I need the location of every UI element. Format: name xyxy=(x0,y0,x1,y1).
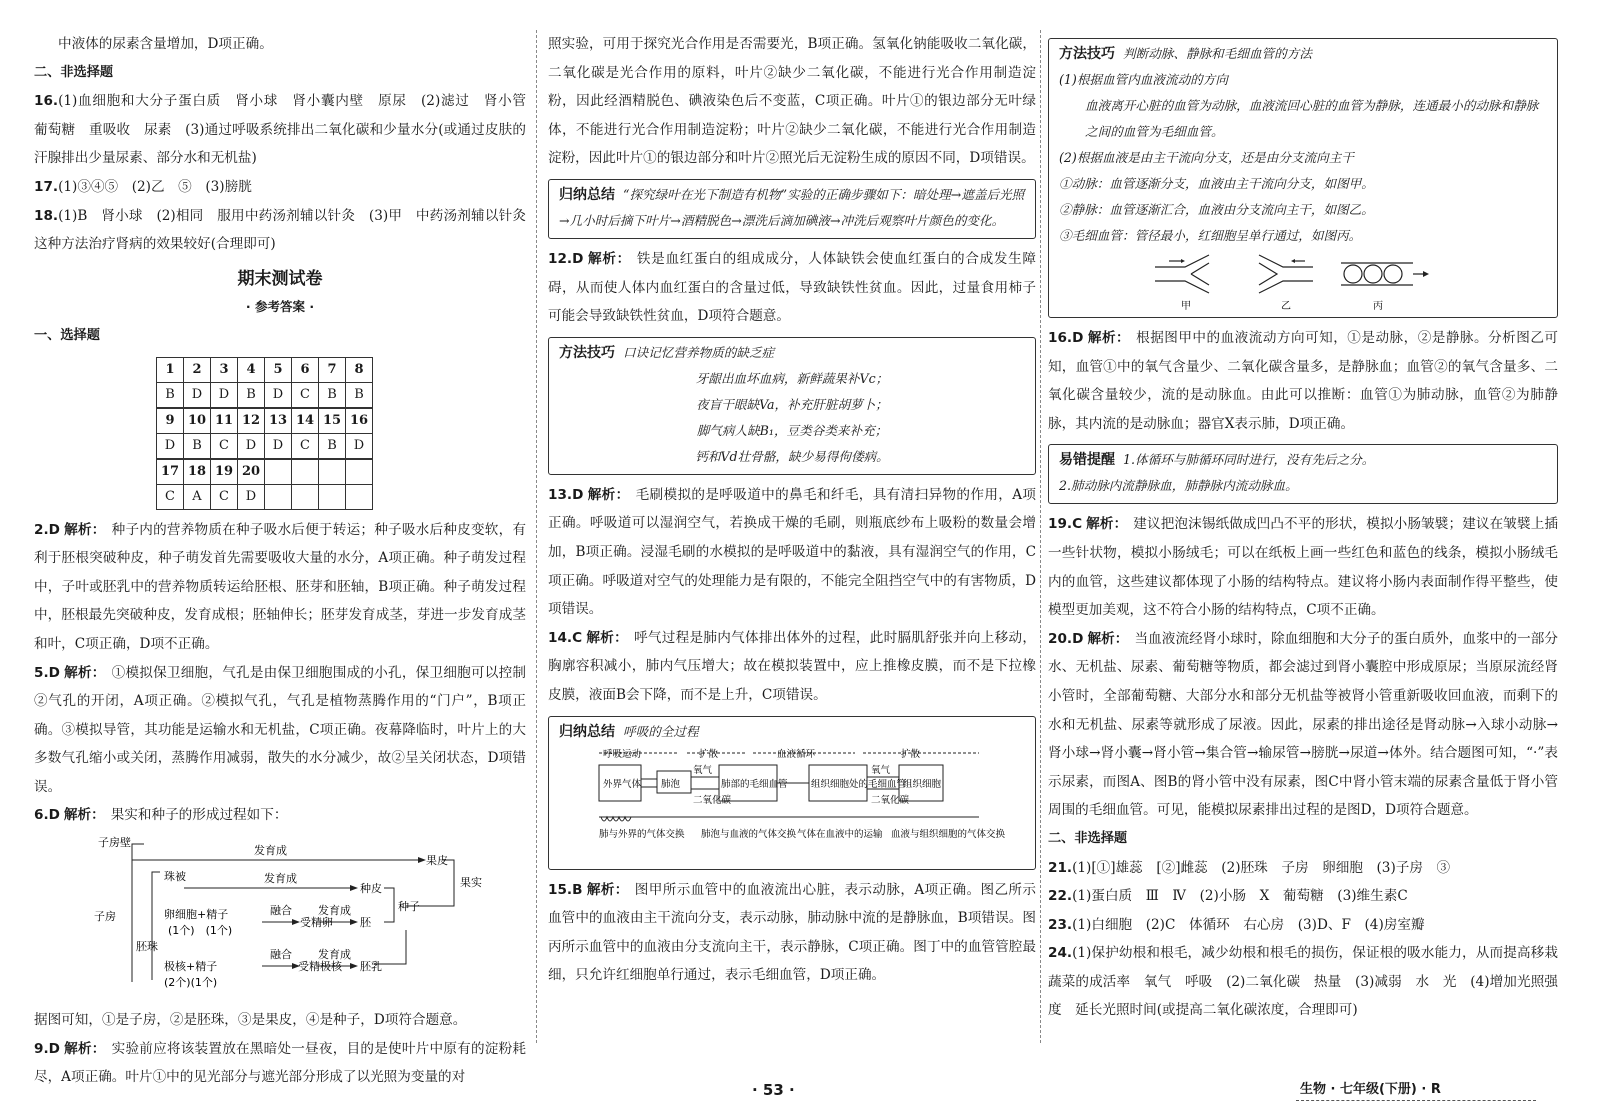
page-number: · 53 · xyxy=(752,1081,795,1100)
analysis-label: 解析： xyxy=(587,250,631,267)
answer-cell: D xyxy=(346,433,373,459)
answer-6 xyxy=(34,801,526,830)
answer-24 xyxy=(1048,939,1558,1025)
answer-text: 建议把泡沫锡纸做成凹凸不平的形状，模拟小肠皱襞；建议在皱襞上插一些针状物，模拟小肠绒毛；可以在纸板上画一些红色和蓝色的线条，模拟小肠绒毛内的血管，这些建议都体现了小肠的结构特点。建议将小肠内表面制作得平整些，使模型更加美观，这不符合小肠的结构特点，C项不正确。 xyxy=(1048,516,1559,619)
node-tissue-capillary: 组织细胞处的毛细血管 xyxy=(811,778,907,790)
answer-cell: B xyxy=(238,382,265,408)
answer-table-number-row xyxy=(157,459,373,485)
gas-oxygen: 氧气 xyxy=(693,764,713,776)
egg-sperm-label: 卵细胞+精子 xyxy=(164,908,229,922)
answer-cell: D xyxy=(238,484,265,509)
answer-cell xyxy=(346,484,373,509)
answer-cell: D xyxy=(265,382,292,408)
question-number-cell: 14 xyxy=(292,408,319,434)
question-number-cell xyxy=(292,459,319,485)
answer-text: 种子内的营养物质在种子吸水后便于转运；种子吸水后种皮变软，有利于胚根突破种皮，种子萌发首先需要吸收大量的水分，A项正确。种子萌发过程中，子叶或胚乳中的营养物质转运给胚根、胚芽和胚轴，B项正确。种子萌发过程中，胚根最先突破种皮，发育成根；胚轴伸长；胚芽发育成茎，芽进一步发育成茎和叶，C项正确，D项不正确。 xyxy=(34,521,527,652)
box-line: 血液离开心脏的血管为动脉，血液流回心脏的血管为静脉，连通最小的动脉和静脉之间的血管为毛细血管。 xyxy=(1085,98,1539,139)
answer-cell: C xyxy=(211,433,238,459)
question-number-cell: 19 xyxy=(211,459,238,485)
mnemonic-line: 牙龈出血坏血病，新鲜蔬果补Vc； xyxy=(695,370,889,386)
box-label: 易错提醒 xyxy=(1059,452,1115,469)
answer-cell xyxy=(292,484,319,509)
box-line: ③毛细血管：管径最小，红细胞呈单行通过，如图丙。 xyxy=(1059,228,1362,243)
answer-text: 呼气过程是肺内气体排出体外的过程，此时膈肌舒张并向上移动，胸廓容积减小，肺内气压增大；故在模拟装置中，应上推橡皮膜，而不是下拉橡皮膜，液面B会下降，而不是上升，C项错误。 xyxy=(548,629,1037,703)
answer-cell xyxy=(265,484,292,509)
question-number: 23. xyxy=(1048,916,1073,933)
question-number: 20.D xyxy=(1048,630,1084,647)
analysis-label: 解析： xyxy=(63,521,106,538)
answer-cell: D xyxy=(184,382,211,408)
question-number-cell: 17 xyxy=(157,459,184,485)
seed-label: 种子 xyxy=(398,900,420,914)
box-line: (1)根据血管内血液流动的方向 xyxy=(1059,72,1228,87)
fruit-seed-formation-diagram xyxy=(34,830,526,1006)
footer-rule xyxy=(1296,1100,1536,1101)
question-number: 24. xyxy=(1048,945,1073,962)
box-label: 方法技巧 xyxy=(559,344,615,361)
box-label: 归纳总结 xyxy=(559,186,615,203)
answer-cell: C xyxy=(211,484,238,509)
gas-co2: 二氧化碳 xyxy=(693,794,732,806)
zygote-label: 受精卵 xyxy=(300,916,333,930)
mnemonic-line: 钙和Vd壮骨骼，缺少易得佝偻病。 xyxy=(695,448,889,464)
vessel-diagram xyxy=(1059,249,1539,313)
analysis-label: 解析： xyxy=(1087,630,1129,647)
question-number: 9.D xyxy=(34,1040,60,1057)
answer-table xyxy=(156,357,373,510)
develop-label: 发育成 xyxy=(264,872,297,886)
answer-cell: A xyxy=(184,484,211,509)
section-heading: 一、选择题 xyxy=(34,327,100,343)
gas-co2: 二氧化碳 xyxy=(871,794,910,806)
subject-label: 生物 · 七年级(下册) · R xyxy=(1300,1082,1441,1098)
answer-cell: D xyxy=(238,433,265,459)
stage-label: 扩散 xyxy=(699,748,719,760)
answer-text: (1)保护幼根和根毛，减少幼根和根毛的损伤，保证根的吸水能力，从而提高移栽蔬菜的成活率 氧气 呼吸 (2)二氧化碳 热量 (3)减弱 水 光 (4)增加光照强度 延长光照时间(或提高二氧化碳浓度，合理即可) xyxy=(1048,945,1558,1019)
ovary-wall-label: 子房壁 xyxy=(98,836,131,850)
question-number: 2.D xyxy=(34,521,60,538)
warning-box xyxy=(1048,444,1558,504)
question-number-cell: 1 xyxy=(157,357,184,382)
answer-13 xyxy=(548,481,1036,624)
analysis-label: 解析： xyxy=(1087,330,1131,346)
box-line: ②静脉：血管逐渐汇合，血液由分支流向主干，如图乙。 xyxy=(1059,202,1374,217)
stage-label: 扩散 xyxy=(901,748,921,760)
answer-table-number-row xyxy=(157,408,373,434)
box-label: 方法技巧 xyxy=(1059,46,1115,62)
answer-5 xyxy=(34,659,526,802)
question-number-cell: 6 xyxy=(292,357,319,382)
answer-cell: B xyxy=(319,433,346,459)
answer-9 xyxy=(34,1035,526,1092)
vessel-label-jia: 甲 xyxy=(1181,301,1191,312)
column-left xyxy=(34,30,540,1092)
box-line: 1.体循环与肺循环同时进行，没有先后之分。 xyxy=(1123,452,1375,468)
answer-text: (1)[①]雄蕊 [②]雌蕊 (2)胚珠 子房 卵细胞 (3)子房 ③ xyxy=(1072,859,1451,876)
answer-cell: B xyxy=(346,382,373,408)
answer-cell: D xyxy=(211,382,238,408)
answer-cell: D xyxy=(265,433,292,459)
embryo-label: 胚 xyxy=(360,916,371,930)
question-number-cell: 13 xyxy=(265,408,292,434)
fusion-label: 融合 xyxy=(270,948,292,962)
answer-text: (1)B 肾小球 (2)相同 服用中药汤剂辅以针灸 (3)甲 中药汤剂辅以针灸这种方法治疗肾病的效果较好(合理即可) xyxy=(34,207,526,253)
question-number-cell xyxy=(265,459,292,485)
question-number-cell: 9 xyxy=(157,408,184,434)
respiration-process-diagram xyxy=(559,745,1021,867)
answer-table-answer-row xyxy=(157,433,373,459)
stage-label: 呼吸运动 xyxy=(603,748,642,760)
box-line: (2)根据血液是由主干流向分支，还是由分支流向主干 xyxy=(1059,150,1354,165)
exchange-label: 气体在血液中的运输 xyxy=(797,828,883,840)
question-number-cell: 3 xyxy=(211,357,238,382)
answer-cell xyxy=(319,484,346,509)
answer-text: (1)白细胞 (2)C 体循环 右心房 (3)D、F (4)房室瓣 xyxy=(1072,916,1425,933)
question-number: 12.D xyxy=(548,250,584,267)
develop-label: 发育成 xyxy=(318,948,351,962)
answer-cell: C xyxy=(157,484,184,509)
answer-text: 果实和种子的形成过程如下： xyxy=(110,807,288,824)
answer-cell: C xyxy=(292,382,319,408)
answer-20 xyxy=(1048,625,1558,825)
answer-cell: D xyxy=(157,433,184,459)
analysis-label: 解析： xyxy=(63,807,105,824)
node-alveoli: 肺泡 xyxy=(661,778,681,790)
vessel-label-yi: 乙 xyxy=(1281,301,1291,312)
develop-label: 发育成 xyxy=(254,844,287,858)
answer-cell: B xyxy=(184,433,211,459)
question-number-cell: 5 xyxy=(265,357,292,382)
answer-2 xyxy=(34,516,526,659)
analysis-label: 解析： xyxy=(586,629,628,646)
exam-title: 期末测试卷 xyxy=(237,268,323,289)
answer-cell: B xyxy=(157,382,184,408)
question-number-cell: 18 xyxy=(184,459,211,485)
method-box xyxy=(1048,38,1558,318)
gas-oxygen: 氧气 xyxy=(871,764,891,776)
question-number-cell: 16 xyxy=(346,408,373,434)
answer-text: 铁是血红蛋白的组成成分，人体缺铁会使血红蛋白的合成发生障碍，从而使人体内血红蛋白的含量过低，导致缺铁性贫血。因此，过量食用柿子可能会导致缺铁性贫血，D项符合题意。 xyxy=(548,250,1037,325)
column-divider xyxy=(1040,30,1041,1043)
column-divider xyxy=(536,30,537,1043)
question-number-cell: 7 xyxy=(319,357,346,382)
polar-sperm-label: 极核+精子 xyxy=(164,960,218,974)
answer-12 xyxy=(548,245,1036,331)
answer-text: 当血液流经肾小球时，除血细胞和大分子的蛋白质外，血浆中的一部分水、无机盐、尿素、葡萄糖等物质，都会滤过到肾小囊腔中形成原尿；当原尿流经肾小管时，全部葡萄糖、大部分水和部分无机盐等被肾小管重新吸收回血液，而剩下的水和无机盐、尿素等就形成了尿液。因此，尿素的排出途径是肾动脉→入球小动脉→肾小球→肾小囊→肾小管→集合管→输尿管→膀胱→尿道→体外。结合题图可知，“·”表示尿素，而图A、图B的肾小管中没有尿素，图C中肾小管末端的尿素含量低于肾小管周围的毛细血管。可见，能模拟尿素排出过程的是图D，D项符合题意。 xyxy=(1048,630,1559,819)
polar-count-label: (2个)(1个) xyxy=(164,976,218,990)
answer-19 xyxy=(1048,510,1558,624)
question-number: 21. xyxy=(1048,859,1073,876)
paragraph: 中液体的尿素含量增加，D项正确。 xyxy=(58,36,273,52)
question-number: 17. xyxy=(34,178,59,195)
fruit-label: 果实 xyxy=(460,876,482,890)
ovary-label: 子房 xyxy=(94,910,116,924)
egg-count-label: (1个) (1个) xyxy=(168,924,233,938)
analysis-label: 解析： xyxy=(63,1040,106,1057)
box-label: 归纳总结 xyxy=(559,723,615,740)
answer-table-number-row xyxy=(157,357,373,382)
answer-table-answer-row xyxy=(157,382,373,408)
question-number: 16.D xyxy=(1048,330,1084,346)
stage-label: 血液循环 xyxy=(777,748,816,760)
answer-cell: B xyxy=(319,382,346,408)
box-line: 2.肺动脉内流静脉血，肺静脉内流动脉血。 xyxy=(1059,478,1298,494)
answer-text: 实验前应将该装置放在黑暗处一昼夜，目的是使叶片中原有的淀粉耗尽，A项正确。叶片①中的见光部分与遮光部分形成了以光照为变量的对 xyxy=(34,1040,527,1086)
question-number: 15.B xyxy=(548,881,583,898)
answer-text: (1)血细胞和大分子蛋白质 肾小球 肾小囊内壁 原尿 (2)滤过 肾小管 葡萄糖 重吸收 尿素 (3)通过呼吸系统排出二氧化碳和少量水分(或通过皮肤的汗腺排出少量尿素、部分水和无机盐) xyxy=(34,93,540,167)
analysis-label: 解析： xyxy=(586,881,629,898)
question-number: 6.D xyxy=(34,807,60,824)
analysis-label: 解析： xyxy=(63,664,106,681)
analysis-label: 解析： xyxy=(587,486,630,503)
exchange-label: 血液与组织细胞的气体交换 xyxy=(891,828,1006,840)
analysis-label: 解析： xyxy=(1086,516,1128,533)
question-number: 5.D xyxy=(34,664,60,681)
question-number: 19.C xyxy=(1048,516,1083,533)
node-tissue-cell: 组织细胞 xyxy=(903,778,942,790)
question-number-cell: 11 xyxy=(211,408,238,434)
column-right xyxy=(1048,38,1558,1025)
answer-text: 图甲所示血管中的血液流出心脏，表示动脉，A项正确。图乙所示血管中的血液由主干流向分支，表示动脉，肺动脉中流的是静脉血，B项错误。图丙所示血管中的血液由分支流向主干，表示静脉，C项正确。图丁中的血管管腔最细，只允许红细胞单行通过，表示毛细血管，D项正确。 xyxy=(548,881,1036,984)
answer-18 xyxy=(34,202,526,259)
answer-23 xyxy=(1048,911,1558,940)
summary-box xyxy=(548,179,1036,239)
question-number: 14.C xyxy=(548,629,583,646)
endosperm-label: 胚乳 xyxy=(360,960,382,974)
answer-17 xyxy=(34,173,526,202)
fusion-label: 融合 xyxy=(270,904,292,918)
question-number: 22. xyxy=(1048,888,1073,905)
reference-answer-label: · 参考答案 · xyxy=(245,299,315,315)
column-middle xyxy=(548,30,1036,990)
box-text: “探究绿叶在光下制造有机物”实验的正确步骤如下：暗处理→遮盖后光照→几小时后摘下叶片→酒精脱色→漂洗后滴加碘液→冲洗后观察叶片颜色的变化。 xyxy=(559,186,1025,228)
paragraph: 据图可知，①是子房，②是胚珠，③是果皮，④是种子，D项符合题意。 xyxy=(34,1012,467,1029)
ovule-label: 胚珠 xyxy=(136,940,158,954)
box-title: 口诀记忆营养物质的缺乏症 xyxy=(623,344,775,360)
question-number-cell: 4 xyxy=(238,357,265,382)
answer-text: (1)③④⑤ (2)乙 ⑤ (3)膀胱 xyxy=(58,178,252,195)
question-number-cell xyxy=(346,459,373,485)
question-number: 16. xyxy=(34,93,59,110)
node-outside-air: 外界气体 xyxy=(603,778,642,790)
question-number-cell: 15 xyxy=(319,408,346,434)
question-number-cell: 20 xyxy=(238,459,265,485)
answer-22 xyxy=(1048,882,1558,911)
paragraph: 照实验，可用于探究光合作用是否需要光，B项正确。氢氧化钠能吸收二氧化碳，二氧化碳是光合作用的原料，叶片②缺少二氧化碳，不能进行光合作用制造淀粉，因此经酒精脱色、碘液染色后不变蓝，C项正确。叶片①的银边部分无叶绿体，不能进行光合作用制造淀粉；叶片②缺少二氧化碳，不能进行光合作用制造淀粉，因此叶片①的银边部分和叶片②照光后无淀粉生成的原因不同，D项错误。 xyxy=(548,36,1036,167)
answer-21 xyxy=(1048,854,1558,883)
node-lung-capillary: 肺部的毛细血管 xyxy=(721,778,788,790)
question-number-cell: 8 xyxy=(346,357,373,382)
question-number-cell xyxy=(319,459,346,485)
mnemonic-line: 夜盲干眼缺Va，补充肝脏胡萝卜； xyxy=(696,396,888,412)
answer-text: (1)蛋白质 Ⅲ Ⅳ (2)小肠 X 葡萄糖 (3)维生素C xyxy=(1072,888,1408,905)
vessel-label-bing: 丙 xyxy=(1373,301,1383,312)
question-number-cell: 2 xyxy=(184,357,211,382)
fertilized-polar-label: 受精极核 xyxy=(298,960,342,974)
answer-16 xyxy=(1048,324,1558,438)
develop-label: 发育成 xyxy=(318,904,351,918)
question-number: 13.D xyxy=(548,486,584,503)
exchange-label: 肺泡与血液的气体交换 xyxy=(701,828,797,840)
pericarp-label: 果皮 xyxy=(426,854,448,868)
answer-14 xyxy=(548,624,1036,710)
respiration-box xyxy=(548,716,1036,870)
box-title: 呼吸的全过程 xyxy=(623,723,699,739)
integument-label: 珠被 xyxy=(164,870,186,884)
answer-text: ①模拟保卫细胞，气孔是由保卫细胞围成的小孔，保卫细胞可以控制②气孔的开闭，A项正确。②模拟气孔，气孔是植物蒸腾作用的“门户”，B项正确。③模拟导管，其功能是运输水和无机盐，C项正确。夜幕降临时，叶片上的大多数气孔缩小或关闭，蒸腾作用减弱，散失的水分减少，故②呈关闭状态，D项错误。 xyxy=(34,664,527,795)
box-title: 判断动脉、静脉和毛细血管的方法 xyxy=(1123,46,1312,61)
question-number: 18. xyxy=(34,207,59,224)
box-line: ①动脉：血管逐渐分支，血液由主干流向分支，如图甲。 xyxy=(1059,176,1374,191)
exchange-label: 肺与外界的气体交换 xyxy=(599,828,685,840)
section-heading: 二、非选择题 xyxy=(1048,830,1128,846)
answer-table-answer-row xyxy=(157,484,373,509)
answer-text: 毛刷模拟的是呼吸道中的鼻毛和纤毛，具有清扫异物的作用，A项正确。呼吸道可以湿润空气，若换成干燥的毛刷，则瓶底纱布上吸粉的数量会增加，B项正确。浸湿毛刷的水模拟的是呼吸道中的黏液，具有湿润空气的作用，C项正确。呼吸道对空气的处理能力是有限的，不能完全阻挡空气中的有害物质，D项错误。 xyxy=(548,486,1037,618)
question-number-cell: 12 xyxy=(238,408,265,434)
section-heading: 二、非选择题 xyxy=(34,64,114,80)
mnemonic-line: 脚气病人缺B₁，豆类谷类来补充； xyxy=(696,422,888,438)
answer-cell: C xyxy=(292,433,319,459)
answer-15 xyxy=(548,876,1036,990)
method-box xyxy=(548,337,1036,475)
answer-text: 根据图甲中的血液流动方向可知，①是动脉，②是静脉。分析图乙可知，血管①中的氧气含量少、二氧化碳含量多，是静脉血；血管②的氧气含量多、二氧化碳含量较少，流的是动脉血。由此可以推断：血管①为肺动脉，血管②为肺静脉，其内流的是动脉血；器官X表示肺，D项正确。 xyxy=(1048,330,1559,432)
question-number-cell: 10 xyxy=(184,408,211,434)
answer-16 xyxy=(34,87,540,173)
seed-coat-label: 种皮 xyxy=(360,882,382,896)
